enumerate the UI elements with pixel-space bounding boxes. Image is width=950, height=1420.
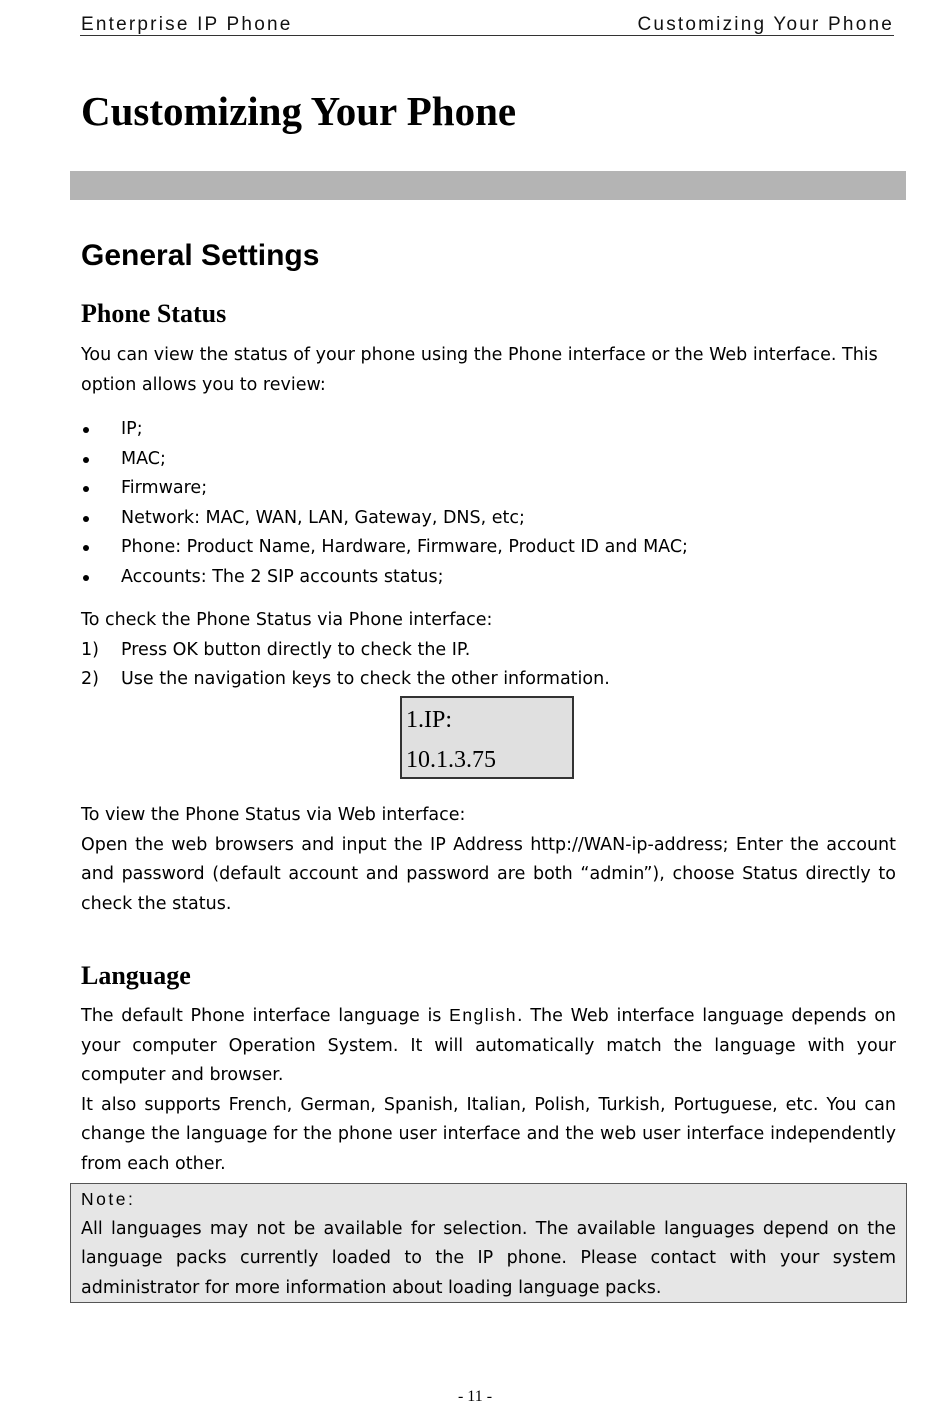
phone-check-block xyxy=(81,606,896,695)
web-check-block xyxy=(81,801,896,919)
bullet-dot-icon xyxy=(83,516,89,522)
bullet-dot-icon xyxy=(83,427,89,433)
phone-check-steps xyxy=(81,636,896,695)
list-item: IP; xyxy=(81,415,896,445)
phone-status-intro: You can view the status of your phone using the Phone interface or the Web interface. This option allows you to review: xyxy=(81,345,878,395)
web-check-text: Open the web browsers and input the IP Address http://WAN-ip-address; Enter the account and password (default account and password are both “admin”), choose Status directly to check the status. xyxy=(81,834,896,914)
general-settings-heading: General Settings xyxy=(81,239,320,272)
phone-check-intro: To check the Phone Status via Phone interface: xyxy=(81,610,493,630)
header-chapter-name: Customizing Your Phone xyxy=(637,14,894,35)
bullet-dot-icon xyxy=(83,545,89,551)
default-language-value: English xyxy=(449,1005,518,1025)
phone-status-heading: Phone Status xyxy=(81,299,227,328)
step-item: 1) Press OK button directly to check the IP. xyxy=(81,639,471,660)
list-item: Firmware; xyxy=(81,474,896,504)
language-paragraph-2: It also supports French, German, Spanish, Italian, Polish, Turkish, Portuguese, etc. You can change the language for the phone user interface and the web user interface independently from each other. xyxy=(81,1094,896,1174)
lcd-line-2: 10.1.3.75 xyxy=(406,747,496,773)
note-label: Note: xyxy=(81,1189,136,1209)
list-item: Phone: Product Name, Hardware, Firmware, Product ID and MAC; xyxy=(81,533,896,563)
web-check-intro: To view the Phone Status via Web interface: xyxy=(81,805,466,825)
note-box xyxy=(70,1183,907,1303)
bullet-dot-icon xyxy=(83,486,89,492)
bullet-dot-icon xyxy=(83,575,89,581)
language-paragraph-1: The default Phone interface language is English. The Web interface language depends on your computer Operation System. It will automatically match the language with your computer and browser. xyxy=(81,1005,896,1085)
status-items-list-block xyxy=(81,415,896,592)
list-item: MAC; xyxy=(81,445,896,475)
language-heading: Language xyxy=(81,961,191,990)
phone-lcd-screen xyxy=(400,696,574,779)
list-item: Accounts: The 2 SIP accounts status; xyxy=(81,563,896,593)
list-item: Network: MAC, WAN, LAN, Gateway, DNS, etc; xyxy=(81,504,896,534)
phone-status-intro-block xyxy=(81,341,896,400)
bullet-dot-icon xyxy=(83,457,89,463)
lcd-line-1: 1.IP: xyxy=(406,707,453,733)
status-items-list xyxy=(81,415,896,592)
page-number: - 11 - xyxy=(457,1388,493,1405)
language-block xyxy=(81,1001,896,1179)
header-rule xyxy=(80,35,894,36)
chapter-divider-band xyxy=(70,171,906,200)
chapter-title: Customizing Your Phone xyxy=(81,88,517,134)
step-item: 2) Use the navigation keys to check the other information. xyxy=(81,669,610,689)
header-product-name: Enterprise IP Phone xyxy=(81,14,293,35)
note-text: All languages may not be available for selection. The available languages depend on the language packs currently loaded to the IP phone. Please contact with your system administrator for more information about loading language packs. xyxy=(81,1218,896,1298)
